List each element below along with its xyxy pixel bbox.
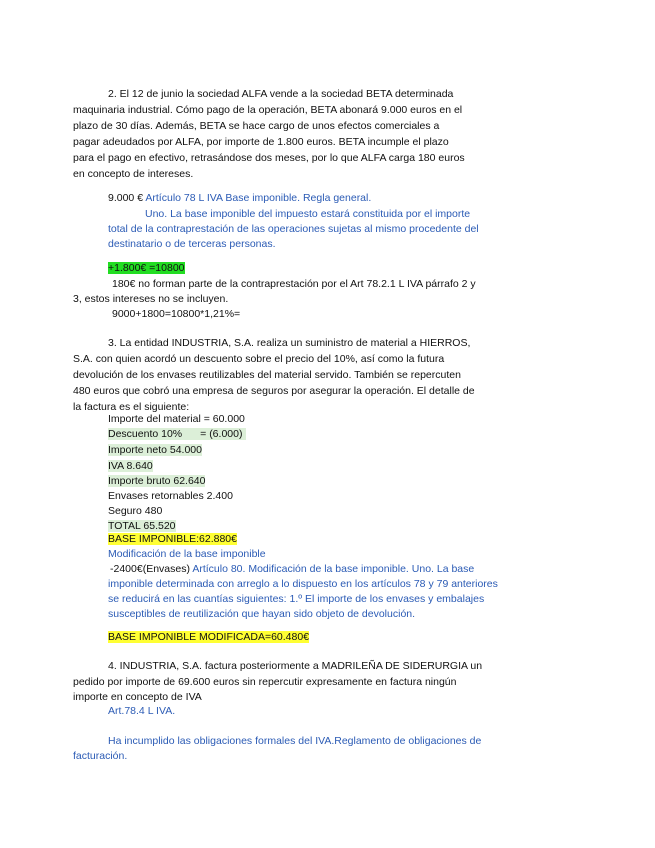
q3-para-line: 3. La entidad INDUSTRIA, S.A. realiza un suministro de material a HIERROS, [108, 337, 471, 349]
q2-calc: 9000+1800=10800*1,21%= [112, 308, 241, 320]
invoice-total: TOTAL 65.520 [108, 520, 176, 532]
invoice-iva: IVA 8.640 [108, 460, 153, 472]
mod-body: se reducirá en las cuantías siguientes: 1.º El importe de los envases y embalajes [108, 593, 485, 605]
q2-para-line: pagar adeudados por ALFA, por importe de 1.800 euros. BETA incumple el plazo [73, 136, 449, 148]
mod-first-line [110, 562, 474, 576]
q4-note: Ha incumplido las obligaciones formales del IVA.Reglamento de obligaciones de [108, 735, 482, 747]
q2-article-body: total de la contraprestación de las operaciones sujetas al mismo procedente del [108, 223, 479, 235]
q2-amount: 9.000 € [108, 192, 144, 204]
invoice-discount [108, 428, 246, 440]
q4-para-line: pedido por importe de 69.600 euros sin repercutir expresamente en factura ningún [73, 676, 457, 688]
base-line [108, 532, 237, 546]
q2-para-line: plazo de 30 días. Además, BETA se hace cargo de unos efectos comerciales a [73, 120, 440, 132]
q2-note: 3, estos intereses no se incluyen. [73, 293, 229, 305]
q3-para-line: 480 euros que cobró una empresa de seguros por asegurar la operación. El detalle de [73, 385, 475, 397]
q4-para-line: importe en concepto de IVA [73, 691, 202, 703]
invoice-insurance: Seguro 480 [108, 505, 163, 517]
q2-article-title: Artículo 78 L IVA Base imponible. Regla general. [145, 192, 372, 204]
q2-para-line: 2. El 12 de junio la sociedad ALFA vende a la sociedad BETA determinada [108, 88, 454, 100]
q2-para-line: en concepto de intereses. [73, 168, 194, 180]
base-imponible-modificada: BASE IMPONIBLE MODIFICADA=60.480€ [108, 631, 310, 643]
q2-sum-highlight: +1.800€ =10800 [108, 262, 185, 274]
q4-note: facturación. [73, 750, 128, 762]
q2-amount-line [108, 191, 371, 205]
q3-para-line: la factura es el siguiente: [73, 401, 190, 413]
q2-para-line: para el pago en efectivo, retrasándose dos meses, por lo que ALFA carga 180 euros [73, 152, 465, 164]
q3-para-line: devolución de los envases reutilizables del material servido. También se repercuten [73, 369, 461, 381]
mod-body: imponible determinada con arreglo a lo dispuesto en los artículos 78 y 79 anteriores [108, 578, 498, 590]
invoice-total-line [108, 519, 176, 533]
base-mod-line [108, 630, 309, 644]
invoice-discount-label: Descuento 10% [108, 428, 183, 440]
invoice-iva-line [108, 459, 153, 473]
q2-article-body: destinatario o de terceras personas. [108, 238, 276, 250]
q2-note: 180€ no forman parte de la contraprestación por el Art 78.2.1 L IVA párrafo 2 y [112, 278, 476, 290]
invoice-material: Importe del material = 60.000 [108, 413, 245, 425]
q2-article-body: Uno. La base imponible del impuesto estará constituida por el importe [145, 208, 471, 220]
invoice-net: Importe neto 54.000 [108, 444, 202, 456]
invoice-containers: Envases retornables 2.400 [108, 490, 233, 502]
mod-title: Modificación de la base imponible [108, 548, 266, 560]
q4-article: Art.78.4 L IVA. [108, 705, 176, 717]
invoice-discount-value: = (6.000) [200, 428, 243, 440]
base-imponible: BASE IMPONIBLE:62.880€ [108, 533, 237, 545]
mod-body: susceptibles de reutilización que hayan sido objeto de devolución. [108, 608, 416, 620]
mod-body: Artículo 80. Modificación de la base imponible. Uno. La base [192, 563, 475, 575]
q2-sum-line [108, 261, 185, 275]
mod-prefix: -2400€(Envases) [110, 563, 190, 575]
q3-para-line: S.A. con quien acordó un descuento sobre el precio del 10%, así como la futura [73, 353, 445, 365]
invoice-net-line [108, 443, 202, 457]
invoice-gross: Importe bruto 62.640 [108, 475, 206, 487]
q4-para-line: 4. INDUSTRIA, S.A. factura posteriormente a MADRILEÑA DE SIDERURGIA un [108, 660, 483, 672]
invoice-gross-line [108, 474, 205, 488]
invoice-discount-line [108, 427, 246, 441]
q2-para-line: maquinaria industrial. Cómo pago de la operación, BETA abonará 9.000 euros en el [73, 104, 463, 116]
